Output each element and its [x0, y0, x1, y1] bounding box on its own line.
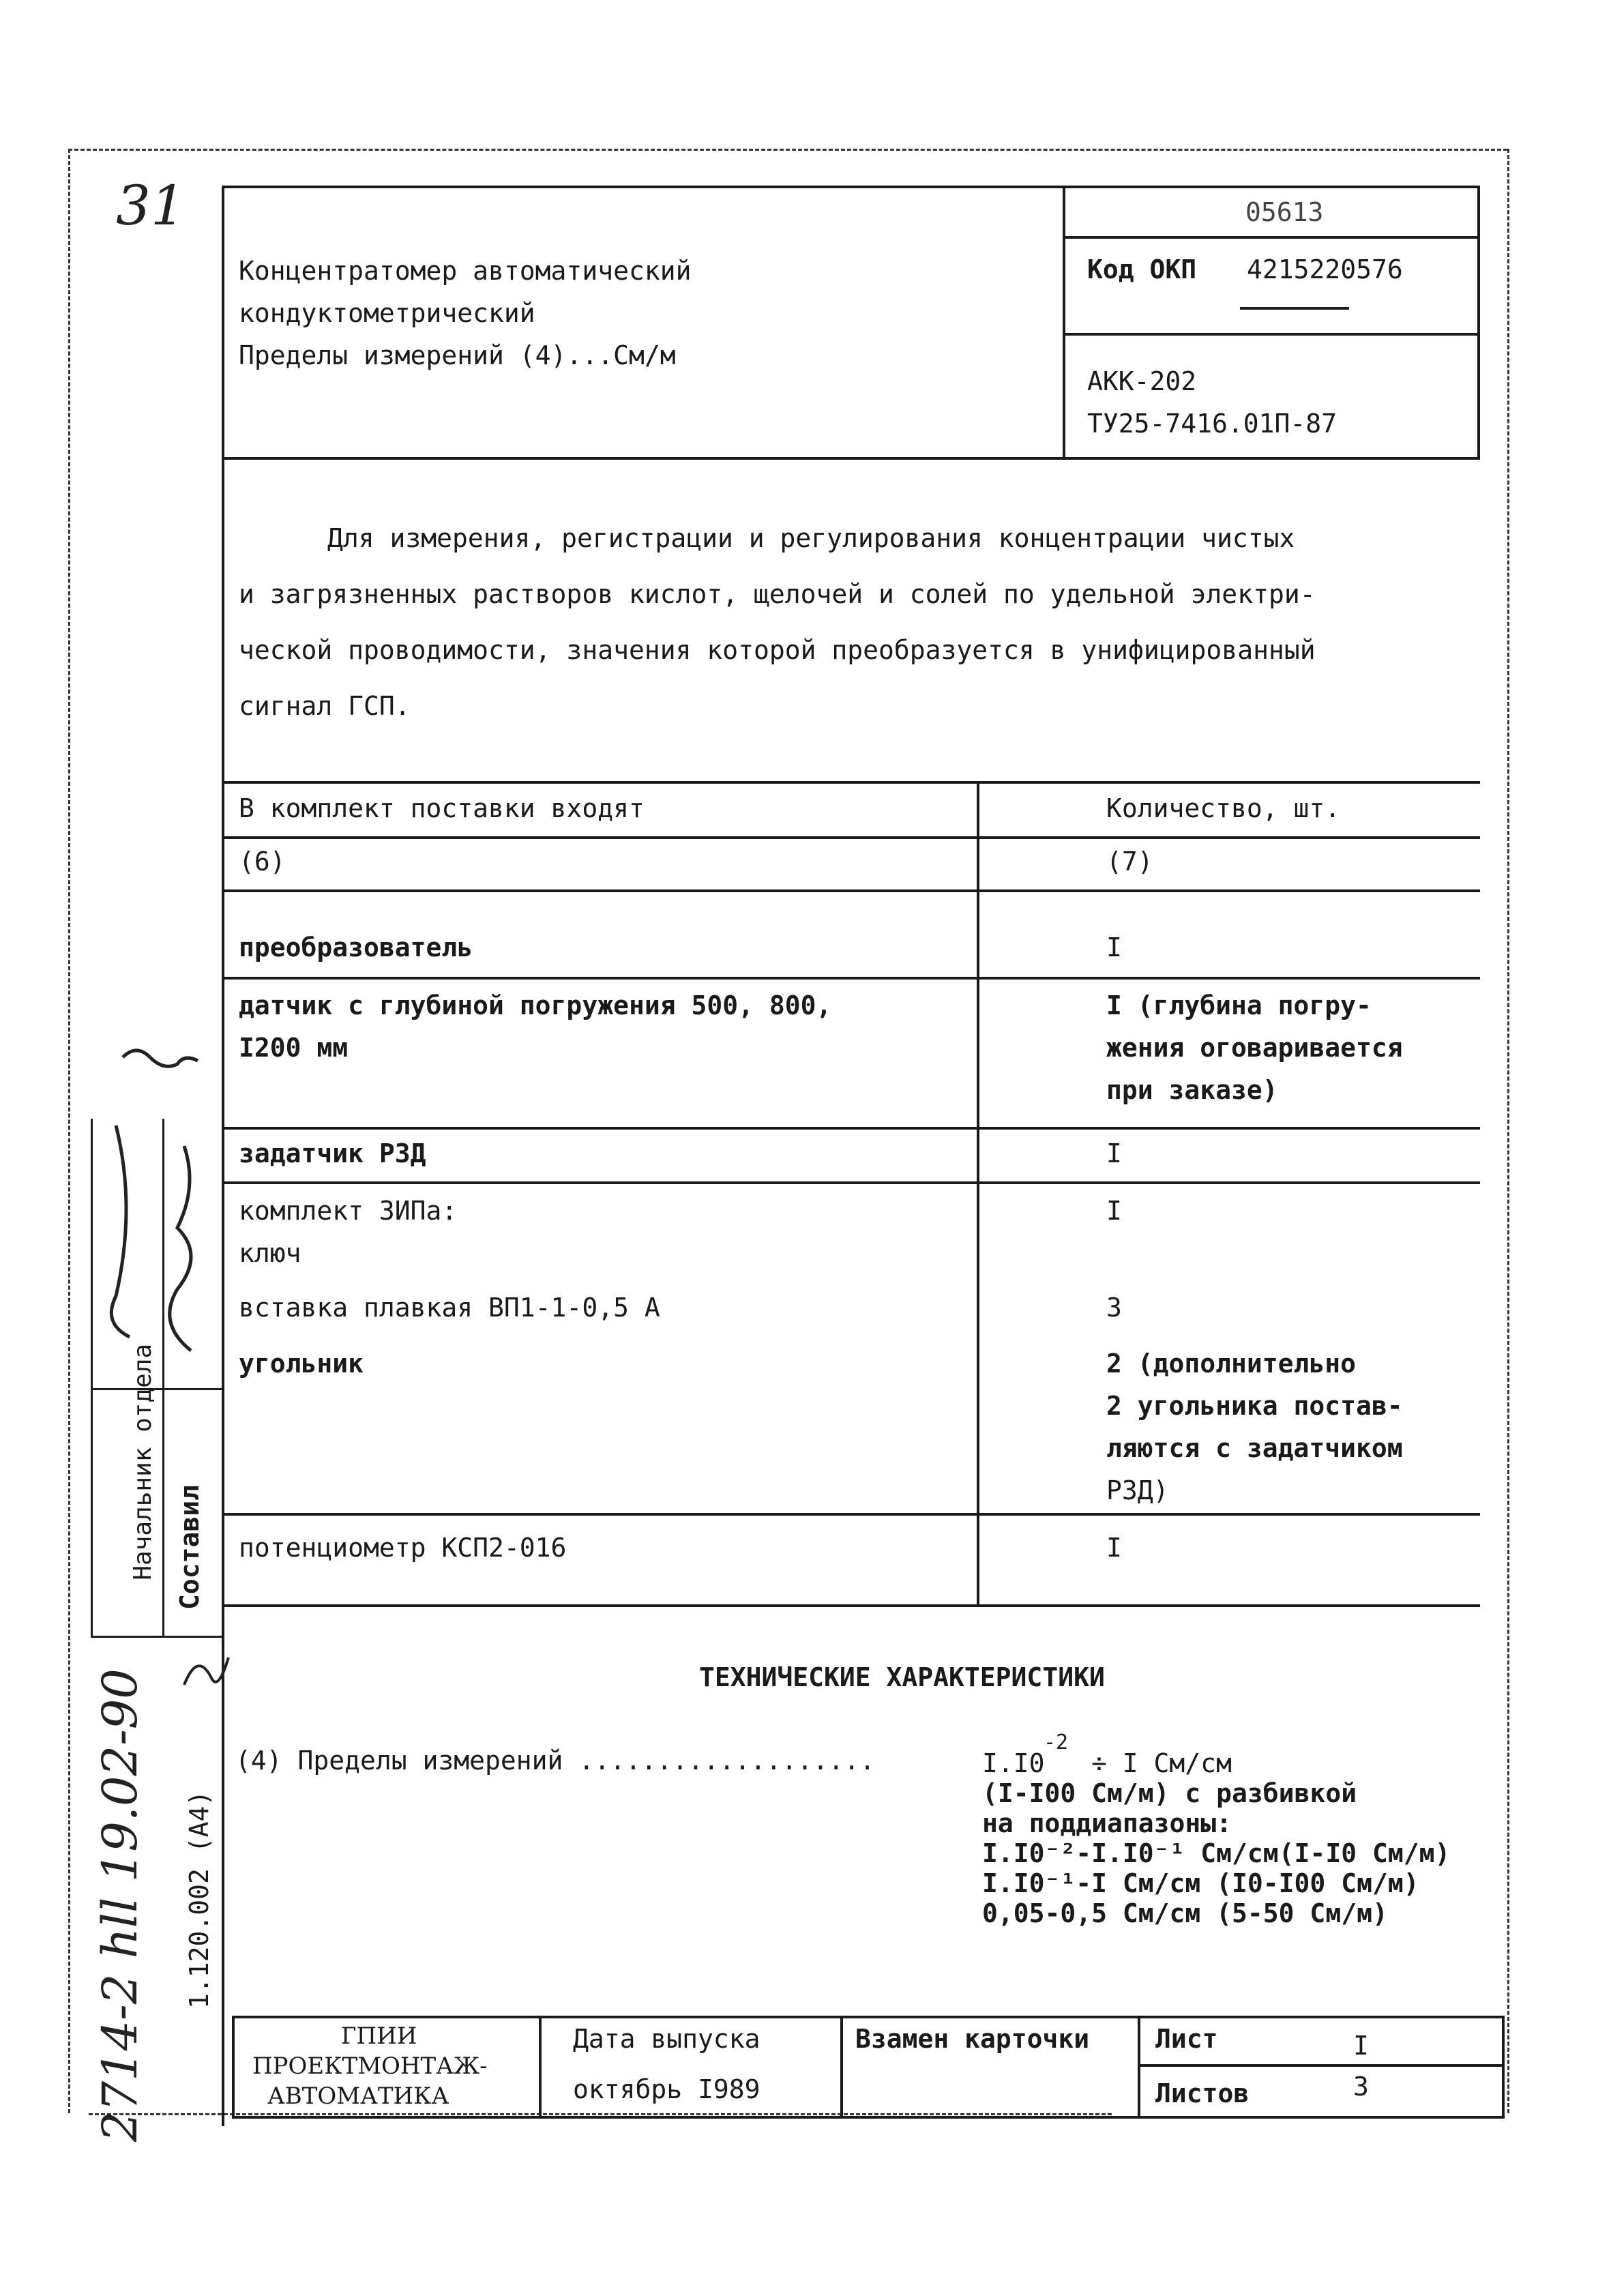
table-header-line — [222, 836, 1480, 839]
release-date-label: Дата выпуска — [573, 2024, 760, 2054]
release-date-value: октябрь I989 — [573, 2074, 760, 2104]
table-row-item: I200 мм — [239, 1033, 349, 1063]
table-row-qty: I — [1106, 1533, 1122, 1563]
table-row-qty: ляются с задатчиком — [1106, 1433, 1403, 1463]
table-row-qty: 2 (дополнительно — [1106, 1349, 1357, 1379]
table-row-item: задатчик РЗД — [239, 1138, 426, 1168]
sheet-value: I — [1353, 2031, 1369, 2061]
handwritten-stamp: 2714-2 hll 19.02-90 — [92, 1668, 148, 2142]
purpose-line1: Для измерения, регистрации и регулирования концентрации чистых — [327, 523, 1295, 553]
header-bottom-line — [222, 457, 1480, 460]
composer-label: Составил — [175, 1484, 205, 1610]
outer-top-border — [68, 149, 1507, 151]
table-row-qty: I — [1106, 932, 1122, 962]
margin-divider — [91, 1388, 224, 1390]
table-top-line — [222, 781, 1480, 784]
header-divider-line — [1063, 186, 1065, 460]
table-row-qty: I (глубина погру- — [1106, 990, 1372, 1020]
footer-sheet-line — [1138, 2064, 1505, 2067]
org-line3: АВТОМАТИКА — [267, 2082, 449, 2110]
table-row-qty: жения оговаривается — [1106, 1033, 1403, 1063]
okp-label: Код ОКП — [1087, 254, 1197, 284]
footer-divider-2 — [840, 2016, 843, 2118]
header-okp-line — [1063, 333, 1480, 336]
tech-value-line3: на поддиапазоны: — [982, 1808, 1232, 1838]
tech-value-line2: (I-I00 См/м) с разбивкой — [982, 1778, 1357, 1808]
table-bottom-line — [222, 1604, 1480, 1607]
row1-bottom-line — [222, 977, 1480, 980]
header-top-line — [222, 186, 1480, 188]
table-row-qty: РЗД) — [1106, 1475, 1169, 1505]
tech-param-label: (4) Пределы измерений ................... — [235, 1746, 875, 1776]
table-row-item: вставка плавкая ВП1-1-0,5 А — [239, 1293, 660, 1323]
table-row-item: угольник — [239, 1349, 364, 1379]
table-row-item: потенциометр КСП2-016 — [239, 1533, 567, 1563]
table-row-item: преобразователь — [239, 932, 473, 962]
table-column-divider — [977, 781, 979, 1606]
signature-marks — [95, 1030, 232, 1385]
table-row-qty: I — [1106, 1138, 1122, 1168]
row3-bottom-line — [222, 1181, 1480, 1184]
org-line1: ГПИИ — [341, 2022, 417, 2050]
sheets-value: 3 — [1353, 2072, 1369, 2102]
tech-value-line6: 0,05-0,5 См/см (5-50 См/м) — [982, 1898, 1388, 1928]
header-code-top: 05613 — [1245, 197, 1324, 227]
org-line2: ПРОЕКТМОНТАЖ- — [252, 2052, 488, 2080]
header-code-line — [1063, 236, 1480, 239]
doc-code: 1.120.002 (А4) — [184, 1790, 214, 2009]
tech-value-line4: I.I0⁻²-I.I0⁻¹ См/см(I-I0 См/м) — [982, 1838, 1451, 1868]
model-name: АКК-202 — [1087, 366, 1197, 396]
product-title-line1: Концентратомер автоматический — [239, 256, 692, 286]
okp-underline — [1240, 307, 1349, 310]
handwritten-page-number: 31 — [116, 174, 186, 237]
purpose-line4: сигнал ГСП. — [239, 691, 411, 721]
replaces-card-label: Взамен карточки — [855, 2024, 1090, 2054]
table-row-item: ключ — [239, 1238, 301, 1268]
table-row-qty: I — [1106, 1196, 1122, 1226]
table-col1-number: (6) — [239, 847, 286, 877]
outer-right-border — [1507, 149, 1509, 2113]
product-title-line2: кондуктометрический — [239, 298, 535, 328]
table-row-qty: при заказе) — [1106, 1075, 1278, 1105]
okp-code: 4215220576 — [1247, 254, 1403, 284]
table-col1-header: В комплект поставки входят — [239, 793, 645, 823]
purpose-line2: и загрязненных растворов кислот, щелочей и солей по удельной электри- — [239, 579, 1316, 609]
table-row-item: комплект ЗИПа: — [239, 1196, 458, 1226]
table-row-item: датчик с глубиной погружения 500, 800, — [239, 990, 832, 1020]
tech-heading: ТЕХНИЧЕСКИЕ ХАРАКТЕРИСТИКИ — [699, 1662, 1105, 1692]
sheet-label: Лист — [1155, 2024, 1218, 2054]
spec-number: ТУ25-7416.01П-87 — [1087, 409, 1337, 439]
tech-value-line5: I.I0⁻¹-I См/см (I0-I00 См/м) — [982, 1868, 1419, 1898]
margin-line-1 — [91, 1119, 93, 1637]
footer-divider-3 — [1138, 2016, 1140, 2118]
product-title-line3: Пределы измерений (4)...См/м — [239, 340, 676, 370]
footer-left-line — [232, 2016, 235, 2118]
purpose-line3: ческой проводимости, значения которой преобразуется в унифицированный — [239, 635, 1316, 665]
row4-bottom-line — [222, 1513, 1480, 1516]
tech-value-exponent: -2 — [1044, 1731, 1069, 1754]
outer-bottom-border — [89, 2113, 1112, 2115]
small-signature — [177, 1637, 232, 1705]
head-of-department-text: Начальник отдела — [129, 1343, 157, 1580]
outer-left-border — [68, 149, 70, 2113]
tech-value-base: I.I0 — [982, 1748, 1045, 1778]
table-row-qty: 3 — [1106, 1293, 1122, 1323]
header-right-line — [1477, 186, 1480, 460]
footer-divider-1 — [539, 2016, 542, 2118]
row2-bottom-line — [222, 1127, 1480, 1130]
tech-value-upper: ÷ I См/см — [1091, 1748, 1232, 1778]
table-col2-header: Количество, шт. — [1106, 793, 1341, 823]
footer-bottom-line — [232, 2116, 1505, 2119]
footer-top-line — [232, 2016, 1505, 2018]
table-col2-number: (7) — [1106, 847, 1153, 877]
footer-right-line — [1502, 2016, 1505, 2118]
sheets-label: Листов — [1155, 2078, 1250, 2108]
head-of-department-label — [94, 1343, 160, 1610]
table-row-qty: 2 угольника постав- — [1106, 1391, 1403, 1421]
table-number-line — [222, 889, 1480, 892]
